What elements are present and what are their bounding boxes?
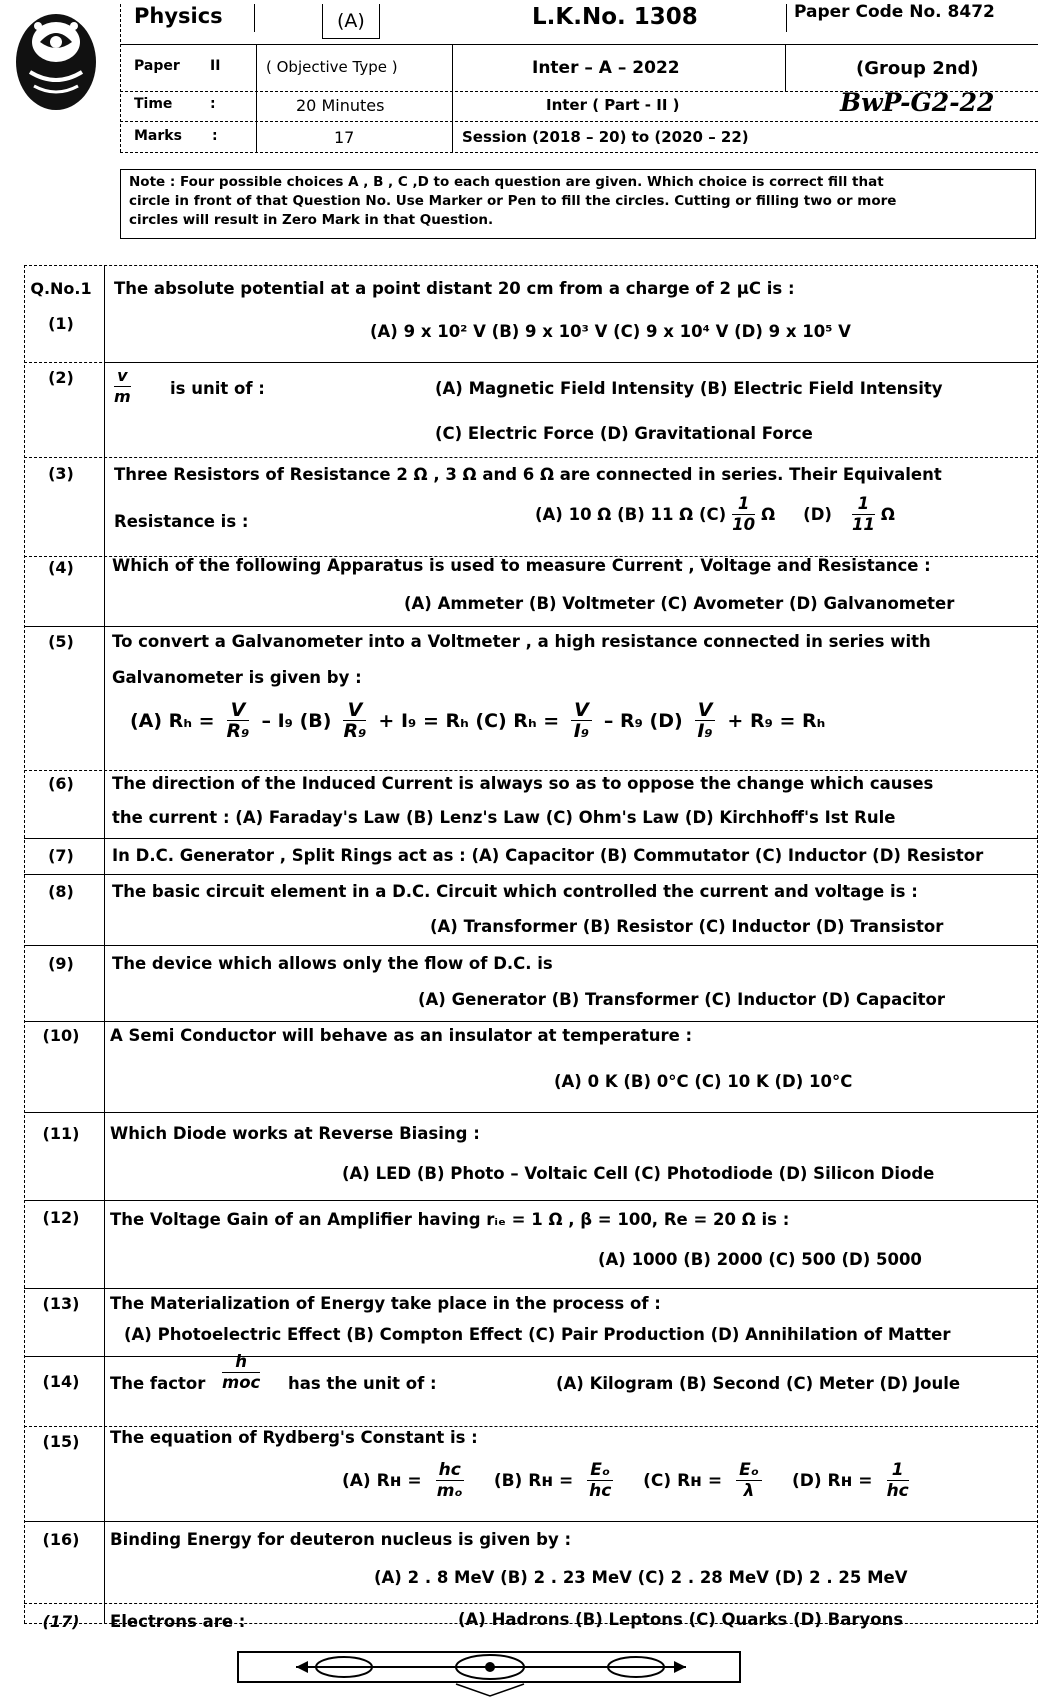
paper-type: ( Objective Type ) [266,58,398,76]
option-d-label: (D) Rн = [791,1470,873,1491]
question-number: (6) [48,774,74,793]
option-a-text: (A) Rₕ = [130,709,215,732]
question-number: (4) [48,558,74,577]
fraction-denominator: R₉ [343,720,367,742]
fraction-denominator: mₒ [436,1481,463,1501]
question-number: (3) [48,464,74,483]
session-label: Session (2018 – 20) to (2020 – 22) [462,128,749,146]
question-text: Electrons are : [110,1612,246,1631]
fraction-numerator: Eₒ [736,1460,762,1481]
option-a-label: (A) Rн = [342,1470,422,1491]
question-options [535,494,895,535]
question-options: (A) 2 . 8 MeV (B) 2 . 23 MeV (C) 2 . 28 MeV (D) 2 . 25 MeV [374,1568,908,1587]
question-text: In D.C. Generator , Split Rings act as : (A) Capacitor (B) Commutator (C) Inductor (D) Resistor [112,846,984,865]
time-value: 20 Minutes [296,96,385,115]
question-text: The device which allows only the flow of D.C. is [112,954,553,973]
question-text: Three Resistors of Resistance 2 Ω , 3 Ω and 6 Ω are connected in series. Their Equivalent [114,465,942,484]
question-text: the current : (A) Faraday's Law (B) Lenz's Law (C) Ohm's Law (D) Kirchhoff's Ist Rule [112,808,896,827]
fraction-numerator: hc [436,1460,464,1481]
option-c-tail: – R₉ (D) [603,709,683,732]
note-line-1: Note : Four possible choices A , B , C ,D to each question are given. Which choice is correct fill that [129,174,884,190]
fraction-denominator: R₉ [226,720,250,742]
question-text: The Voltage Gain of an Amplifier having rᵢₑ = 1 Ω , β = 100, Re = 20 Ω is : [110,1210,790,1229]
question-options: (A) 1000 (B) 2000 (C) 500 (D) 5000 [598,1250,922,1269]
option-c-label: (C) Rн = [643,1470,723,1491]
options-text: (A) 10 Ω (B) 11 Ω (C) [535,505,727,524]
question-text: A Semi Conductor will behave as an insulator at temperature : [110,1026,693,1045]
fraction-numerator: Eₒ [587,1460,613,1481]
option-b-tail: + I₉ = Rₕ (C) Rₕ = [378,709,560,732]
marks-label: Marks [134,128,182,144]
fraction-h-over-moc [222,1352,260,1393]
option-d-label: (D) [803,505,832,524]
fraction-denominator: hc [886,1481,909,1501]
question-text: Which of the following Apparatus is used to measure Current , Voltage and Resistance : [112,556,931,575]
question-options: (A) Magnetic Field Intensity (B) Electric Field Intensity [435,379,943,398]
question-number: (2) [48,368,74,387]
fraction-numerator: 1 [887,1460,909,1481]
question-options: (A) LED (B) Photo – Voltaic Cell (C) Photodiode (D) Silicon Diode [342,1164,935,1183]
question-number: (17) [42,1612,80,1631]
question-options: (A) Kilogram (B) Second (C) Meter (D) Joule [556,1374,961,1393]
exam-title: Inter – A – 2022 [532,58,680,78]
instructions-note [120,169,1036,239]
question-number: (7) [48,846,74,865]
fraction-numerator: 1 [852,494,875,515]
question-options: (A) 0 K (B) 0°C (C) 10 K (D) 10°C [554,1072,853,1091]
time-label: Time [134,96,173,112]
question-text: Which Diode works at Reverse Biasing : [110,1124,480,1143]
question-text: has the unit of : [288,1374,437,1393]
fraction-numerator: V [695,700,716,721]
question-number: (10) [42,1026,80,1045]
paper-version-badge: (A) [322,4,380,39]
question-text: The absolute potential at a point distant 20 cm from a charge of 2 μC is : [114,279,795,298]
fraction-denominator: I₉ [573,720,590,742]
question-options: (A) Hadrons (B) Leptons (C) Quarks (D) Baryons [458,1610,904,1629]
handwritten-code: BwP-G2-22 [840,88,995,117]
question-number: (12) [42,1208,80,1227]
question-number: (11) [42,1124,80,1143]
marks-colon: : [212,128,218,144]
option-a-tail: – I₉ (B) [261,709,332,732]
option-d-tail: + R₉ = Rₕ [727,709,826,732]
subject-title: Physics [134,4,223,28]
group-label: (Group 2nd) [856,58,979,79]
fraction-numerator: V [343,700,366,721]
fraction-numerator: v [114,366,131,387]
fraction-denominator: m [114,387,131,406]
question-text: Resistance is : [114,512,249,531]
question-text: To convert a Galvanometer into a Voltmeter , a high resistance connected in series with [112,632,931,651]
fraction-denominator: hc [589,1481,612,1501]
question-number: (9) [48,954,74,973]
question-group-label: Q.No.1 [30,279,92,298]
question-number: (1) [48,314,74,333]
question-options: (A) Transformer (B) Resistor (C) Inductor (D) Transistor [430,917,944,936]
fraction-numerator: V [571,700,592,721]
question-options: (A) Ammeter (B) Voltmeter (C) Avometer (D) Galvanometer [404,594,955,613]
question-text: The direction of the Induced Current is always so as to oppose the change which causes [112,774,934,793]
fraction-denominator: moc [222,1373,261,1392]
fraction-denominator: I₉ [697,720,713,742]
question-number: (16) [42,1530,80,1549]
question-text: Binding Energy for deuteron nucleus is given by : [110,1530,572,1549]
question-number: (8) [48,882,74,901]
ohm-symbol: Ω [761,505,776,524]
paper-code: Paper Code No. 8472 [794,2,995,22]
fraction-denominator: λ [743,1481,755,1501]
question-options: (A) Photoelectric Effect (B) Compton Effect (C) Pair Production (D) Annihilation of Matter [124,1325,951,1344]
fraction-numerator: h [222,1352,260,1373]
question-options: (A) Generator (B) Transformer (C) Inductor (D) Capacitor [418,990,946,1009]
question-options: (A) 9 x 10² V (B) 9 x 10³ V (C) 9 x 10⁴ V (D) 9 x 10⁵ V [370,322,851,341]
question-number: (5) [48,632,74,651]
question-options: (C) Electric Force (D) Gravitational Force [435,424,813,443]
question-options [342,1460,909,1501]
fraction-numerator: 1 [732,494,755,515]
question-text: is unit of : [170,379,265,398]
note-line-2: circle in front of that Question No. Use Marker or Pen to fill the circles. Cutting or filling two or more [129,193,897,209]
question-text: Galvanometer is given by : [112,668,362,687]
fraction-denominator: 11 [851,515,875,534]
part-label: Inter ( Part - II ) [546,96,680,114]
lk-number: L.K.No. 1308 [532,4,698,30]
question-number: (15) [42,1432,80,1451]
question-text: The basic circuit element in a D.C. Circuit which controlled the current and voltage is : [112,882,918,901]
marks-value: 17 [334,128,355,147]
fraction-denominator: 10 [732,515,756,534]
question-number: (13) [42,1294,80,1313]
question-text: The factor [110,1374,206,1393]
ohm-symbol: Ω [880,505,895,524]
fraction-v-over-m [114,366,131,407]
option-b-label: (B) Rн = [493,1470,574,1491]
fraction-numerator: V [227,700,250,721]
question-text: The equation of Rydberg's Constant is : [110,1428,478,1447]
question-options [130,700,825,741]
time-colon: : [210,96,216,112]
question-text: The Materialization of Energy take place in the process of : [110,1294,661,1313]
question-number: (14) [42,1372,80,1391]
board-logo [8,6,104,114]
footer-ornament [236,1648,744,1698]
paper-value: II [210,58,221,74]
note-line-3: circles will result in Zero Mark in that Question. [129,212,494,228]
paper-label: Paper [134,58,180,74]
